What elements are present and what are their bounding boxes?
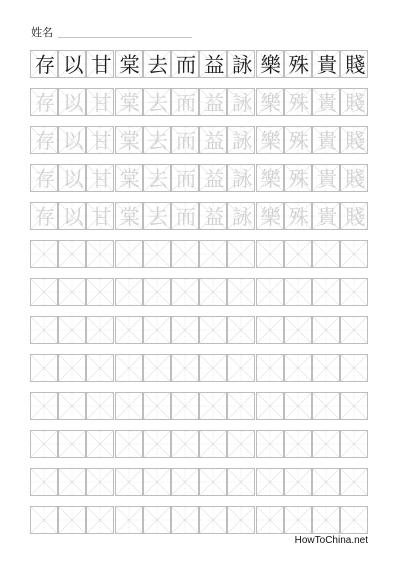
grid-cell	[30, 202, 58, 230]
grid-cell	[256, 506, 284, 534]
grid-cell	[284, 278, 312, 306]
grid-cell	[312, 88, 340, 116]
grid-cell	[30, 316, 58, 344]
grid-cell	[199, 430, 227, 458]
grid-cell	[30, 506, 58, 534]
grid-cell	[143, 316, 171, 344]
grid-cell	[115, 316, 143, 344]
grid-cell	[143, 430, 171, 458]
name-underline	[58, 37, 192, 38]
grid-cell	[115, 50, 143, 78]
grid-cell	[312, 354, 340, 382]
trace-character: 益	[203, 167, 225, 191]
trace-character: 存	[34, 129, 56, 153]
grid-cell	[143, 202, 171, 230]
trace-character: 甘	[91, 91, 112, 115]
grid-cell	[256, 316, 284, 344]
grid-cell	[115, 164, 143, 192]
grid-cell	[340, 164, 368, 192]
grid-cell	[30, 88, 58, 116]
grid-cell	[284, 126, 312, 154]
grid-cell	[340, 468, 368, 496]
trace-character: 去	[147, 205, 169, 229]
trace-character: 而	[175, 205, 197, 229]
grid-cell	[115, 202, 143, 230]
trace-character: 詠	[232, 91, 253, 115]
trace-character: 賤	[344, 205, 366, 229]
trace-character: 甘	[91, 167, 112, 191]
trace-character: 去	[147, 129, 169, 153]
grid-cell	[227, 506, 255, 534]
grid-cell	[143, 240, 171, 268]
blank-row	[30, 278, 368, 306]
grid-cell	[227, 354, 255, 382]
grid-cell	[58, 88, 86, 116]
trace-character: 去	[147, 167, 169, 191]
grid-cell	[86, 88, 114, 116]
grid-cell	[227, 88, 255, 116]
grid-cell	[312, 392, 340, 420]
trace-character: 殊	[288, 91, 310, 115]
grid-cell	[284, 50, 312, 78]
grid-cell	[284, 468, 312, 496]
trace-character: 益	[203, 129, 225, 153]
grid-cell	[199, 392, 227, 420]
grid-cell	[86, 468, 114, 496]
grid-cell	[171, 88, 199, 116]
grid-cell	[227, 468, 255, 496]
grid-cell	[58, 50, 86, 78]
grid-cell	[340, 506, 368, 534]
trace-row	[30, 88, 368, 116]
grid-cell	[171, 506, 199, 534]
model-character: 棠	[119, 53, 140, 77]
grid-cell	[227, 430, 255, 458]
grid-cell	[86, 126, 114, 154]
model-character: 甘	[91, 53, 112, 77]
grid-cell	[115, 430, 143, 458]
grid-cell	[171, 392, 199, 420]
grid-cell	[256, 278, 284, 306]
grid-cell	[312, 202, 340, 230]
grid-cell	[199, 88, 227, 116]
grid-cell	[86, 278, 114, 306]
trace-character: 存	[34, 205, 56, 229]
model-row	[30, 50, 368, 78]
trace-character: 賤	[344, 129, 366, 153]
grid-cell	[199, 278, 227, 306]
grid-cell	[86, 392, 114, 420]
grid-cell	[58, 202, 86, 230]
grid-cell	[284, 240, 312, 268]
grid-cell	[86, 430, 114, 458]
grid-cell	[284, 202, 312, 230]
grid-cell	[199, 354, 227, 382]
grid-cell	[143, 88, 171, 116]
trace-character: 棠	[119, 91, 140, 115]
grid-cell	[86, 202, 114, 230]
trace-character: 詠	[232, 129, 253, 153]
grid-cell	[256, 126, 284, 154]
grid-cell	[30, 164, 58, 192]
grid-cell	[58, 278, 86, 306]
grid-cell	[199, 202, 227, 230]
trace-character: 樂	[260, 205, 281, 229]
grid-cell	[199, 316, 227, 344]
trace-character: 甘	[91, 129, 112, 153]
blank-row	[30, 506, 368, 534]
model-character: 以	[62, 53, 84, 77]
trace-character: 以	[62, 167, 84, 191]
grid-cell	[284, 392, 312, 420]
grid-cell	[199, 506, 227, 534]
trace-row	[30, 164, 368, 192]
grid-cell	[58, 354, 86, 382]
grid-cell	[58, 468, 86, 496]
model-character: 詠	[232, 53, 253, 77]
trace-character: 而	[175, 129, 197, 153]
grid-cell	[86, 164, 114, 192]
grid-cell	[340, 202, 368, 230]
grid-cell	[199, 50, 227, 78]
grid-cell	[115, 354, 143, 382]
trace-character: 益	[203, 205, 225, 229]
trace-character: 以	[62, 91, 84, 115]
grid-cell	[340, 126, 368, 154]
trace-character: 殊	[288, 205, 310, 229]
grid-cell	[340, 50, 368, 78]
grid-cell	[58, 126, 86, 154]
grid-cell	[171, 316, 199, 344]
grid-cell	[312, 506, 340, 534]
trace-character: 詠	[232, 167, 253, 191]
grid-cell	[284, 430, 312, 458]
trace-character: 棠	[119, 129, 140, 153]
grid-cell	[171, 240, 199, 268]
grid-cell	[171, 430, 199, 458]
trace-character: 賤	[344, 167, 366, 191]
grid-cell	[143, 278, 171, 306]
grid-cell	[86, 506, 114, 534]
trace-character: 殊	[288, 129, 310, 153]
grid-cell	[312, 164, 340, 192]
trace-character: 而	[175, 91, 197, 115]
grid-cell	[227, 50, 255, 78]
grid-cell	[115, 278, 143, 306]
grid-cell	[284, 88, 312, 116]
grid-cell	[199, 468, 227, 496]
trace-character: 貴	[316, 91, 338, 115]
grid-cell	[143, 164, 171, 192]
grid-cell	[340, 354, 368, 382]
grid-cell	[199, 126, 227, 154]
grid-cell	[30, 430, 58, 458]
grid-cell	[256, 354, 284, 382]
trace-character: 以	[62, 129, 84, 153]
practice-grid	[30, 50, 368, 538]
model-character: 賤	[344, 53, 366, 77]
grid-cell	[256, 240, 284, 268]
blank-row	[30, 392, 368, 420]
grid-cell	[171, 354, 199, 382]
grid-cell	[340, 392, 368, 420]
blank-row	[30, 354, 368, 382]
grid-cell	[86, 240, 114, 268]
grid-cell	[227, 240, 255, 268]
grid-cell	[340, 278, 368, 306]
grid-cell	[115, 126, 143, 154]
grid-cell	[312, 316, 340, 344]
grid-cell	[312, 468, 340, 496]
grid-cell	[86, 50, 114, 78]
grid-cell	[115, 88, 143, 116]
grid-cell	[256, 468, 284, 496]
grid-cell	[256, 88, 284, 116]
trace-character: 益	[203, 91, 225, 115]
trace-character: 樂	[260, 129, 281, 153]
trace-character: 樂	[260, 167, 281, 191]
grid-cell	[30, 240, 58, 268]
grid-cell	[284, 316, 312, 344]
trace-character: 棠	[119, 167, 140, 191]
grid-cell	[227, 126, 255, 154]
model-character: 殊	[288, 53, 310, 77]
blank-row	[30, 316, 368, 344]
trace-character: 存	[34, 91, 56, 115]
grid-cell	[58, 240, 86, 268]
grid-cell	[340, 240, 368, 268]
grid-cell	[340, 430, 368, 458]
trace-character: 去	[147, 91, 169, 115]
blank-row	[30, 468, 368, 496]
grid-cell	[256, 164, 284, 192]
grid-cell	[227, 316, 255, 344]
model-character: 樂	[260, 53, 281, 77]
grid-cell	[256, 392, 284, 420]
grid-cell	[312, 126, 340, 154]
trace-character: 貴	[316, 129, 338, 153]
grid-cell	[143, 354, 171, 382]
grid-cell	[171, 278, 199, 306]
grid-cell	[284, 164, 312, 192]
grid-cell	[86, 354, 114, 382]
trace-character: 殊	[288, 167, 310, 191]
grid-cell	[227, 278, 255, 306]
grid-cell	[227, 202, 255, 230]
trace-row	[30, 126, 368, 154]
site-credit: HowToChina.net	[294, 535, 368, 546]
trace-character: 貴	[316, 205, 338, 229]
trace-character: 樂	[260, 91, 281, 115]
grid-cell	[115, 468, 143, 496]
grid-cell	[340, 316, 368, 344]
grid-cell	[227, 164, 255, 192]
blank-row	[30, 430, 368, 458]
grid-cell	[86, 316, 114, 344]
grid-cell	[171, 202, 199, 230]
grid-cell	[30, 354, 58, 382]
grid-cell	[312, 278, 340, 306]
name-label: 姓名	[31, 26, 53, 39]
trace-character: 賤	[344, 91, 366, 115]
trace-character: 以	[62, 205, 84, 229]
grid-cell	[58, 506, 86, 534]
model-character: 而	[175, 53, 197, 77]
grid-cell	[115, 392, 143, 420]
grid-cell	[199, 240, 227, 268]
trace-character: 而	[175, 167, 197, 191]
grid-cell	[312, 430, 340, 458]
grid-cell	[199, 164, 227, 192]
grid-cell	[340, 88, 368, 116]
grid-cell	[312, 240, 340, 268]
grid-cell	[115, 506, 143, 534]
grid-cell	[58, 316, 86, 344]
grid-cell	[143, 126, 171, 154]
grid-cell	[171, 468, 199, 496]
grid-cell	[171, 164, 199, 192]
model-character: 存	[34, 53, 56, 77]
grid-cell	[143, 392, 171, 420]
grid-cell	[284, 506, 312, 534]
blank-row	[30, 240, 368, 268]
grid-cell	[115, 240, 143, 268]
trace-character: 存	[34, 167, 56, 191]
grid-cell	[312, 50, 340, 78]
grid-cell	[30, 126, 58, 154]
grid-cell	[143, 50, 171, 78]
grid-cell	[30, 50, 58, 78]
grid-cell	[58, 392, 86, 420]
model-character: 益	[203, 53, 225, 77]
grid-cell	[30, 468, 58, 496]
grid-cell	[256, 202, 284, 230]
grid-cell	[171, 126, 199, 154]
grid-cell	[30, 392, 58, 420]
trace-character: 棠	[119, 205, 140, 229]
grid-cell	[30, 278, 58, 306]
grid-cell	[256, 430, 284, 458]
grid-cell	[227, 392, 255, 420]
model-character: 去	[147, 53, 169, 77]
grid-cell	[58, 430, 86, 458]
model-character: 貴	[316, 53, 338, 77]
grid-cell	[171, 50, 199, 78]
grid-cell	[58, 164, 86, 192]
grid-cell	[256, 50, 284, 78]
trace-character: 甘	[91, 205, 112, 229]
trace-row	[30, 202, 368, 230]
trace-character: 詠	[232, 205, 253, 229]
grid-cell	[143, 506, 171, 534]
grid-cell	[284, 354, 312, 382]
grid-cell	[143, 468, 171, 496]
trace-character: 貴	[316, 167, 338, 191]
